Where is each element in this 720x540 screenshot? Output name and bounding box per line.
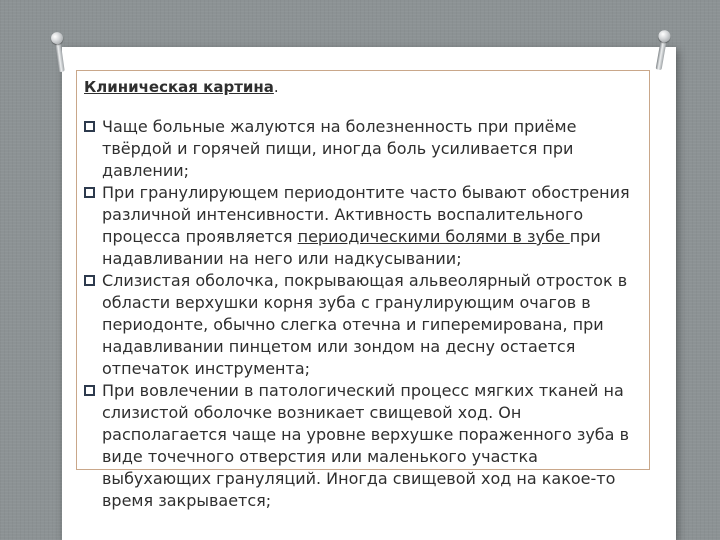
bullet-item-2-underlined-text: периодическими болями в зубе — [297, 227, 570, 246]
bullet-item-4-text: При вовлечении в патологический процесс мягких тканей на слизистой оболочке возникает свищевой ход. Он располагается чаще на уровне верхушке пораженного зуба в виде точечного отверстия или маленького участка выбухающих грануляций. Иногда свищевой ход на какое-то время закрывается; — [102, 381, 629, 510]
bullet-item-2 — [84, 182, 646, 270]
bullet-item-2-text-end: при надавливании на него или надкусывании; — [102, 227, 601, 268]
slide-title-text: Клиническая картина — [84, 78, 274, 96]
bullet-item-3-text: Слизистая оболочка, покрывающая альвеолярный отросток в области верхушки корня зуба с гранулирующим очагов в периодонте, обычно слегка отечна и гиперемирована, при надавливании пинцетом или зондом на десну остается отпечаток инструмента; — [102, 271, 628, 378]
slide-title — [84, 76, 646, 98]
bullet-item-3 — [84, 270, 646, 380]
checkbox-bullet-icon — [84, 121, 95, 132]
slide-content — [84, 76, 646, 512]
pushpin-left-icon — [50, 31, 67, 72]
bullet-item-1 — [84, 116, 646, 182]
bullet-item-1-text: Чаще больные жалуются на болезненность при приёме твёрдой и горячей пищи, иногда боль усиливается при давлении; — [102, 117, 577, 180]
checkbox-bullet-icon — [84, 385, 95, 396]
bullet-item-2-text-start: При гранулирующем периодонтите часто бывают обострения различной интенсивности. Активность воспалительного процесса проявляется — [102, 183, 630, 246]
slide-title-punct: . — [273, 78, 279, 96]
checkbox-bullet-icon — [84, 187, 95, 198]
bullet-item-4 — [84, 380, 646, 512]
checkbox-bullet-icon — [84, 275, 95, 286]
